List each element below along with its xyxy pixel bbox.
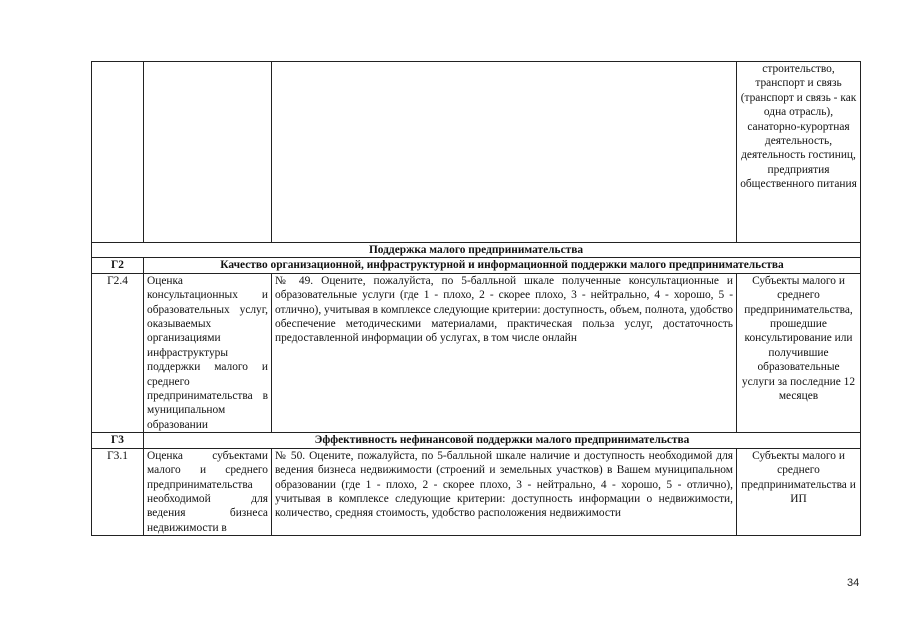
table-row: [92, 448, 861, 535]
row-respondents: Субъекты малого и среднего предпринимательства, прошедшие консультирование или получившие образовательные услуги за последние 12 месяцев: [737, 273, 861, 432]
group-title: Эффективность нефинансовой поддержки малого предпринимательства: [144, 433, 861, 448]
continuation-row: [92, 62, 861, 243]
row-code: Г2.4: [92, 273, 144, 432]
group-header-row: [92, 433, 861, 448]
row-question: № 49. Оцените, пожалуйста, по 5-балльной шкале полученные консультационные и образовательные услуги (где 1 - плохо, 2 - скорее плохо, 3 - нейтрально, 4 - хорошо, 5 - отлично), учитывая в комплексе следующие критерии: доступность, объем, полнота, удобство обеспечение методическими материалами, практическая польза услуг, достаточность предоставленной информации об услугах, в том числе онлайн: [272, 273, 737, 432]
group-code: Г2: [92, 258, 144, 273]
continuation-code-cell: [92, 62, 144, 243]
row-respondents: Субъекты малого и среднего предпринимательства и ИП: [737, 448, 861, 535]
section-row: [92, 243, 861, 258]
row-indicator: Оценка консультационных и образовательных услуг, оказываемых организациями инфраструктуры поддержки малого и среднего предпринимательства в муниципальном образовании: [144, 273, 272, 432]
group-code: Г3: [92, 433, 144, 448]
row-code: Г3.1: [92, 448, 144, 535]
table-row: [92, 273, 861, 432]
row-indicator: Оценка субъектами малого и среднего предпринимательства необходимой для ведения бизнеса недвижимости в: [144, 448, 272, 535]
row-question: № 50. Оцените, пожалуйста, по 5-балльной шкале наличие и доступность необходимой для ведения бизнеса недвижимости (строений и земельных участков) в Вашем муниципальном образовании (где 1 - плохо, 2 - скорее плохо, 3 - нейтрально, 4 - хорошо, 5 - отлично), учитывая в комплексе следующие критерии: доступность информации о недвижимости, количество, средняя стоимость, удобство расположения недвижимости: [272, 448, 737, 535]
indicators-table: [91, 61, 861, 536]
group-header-row: [92, 258, 861, 273]
continuation-indicator-cell: [144, 62, 272, 243]
section-title: Поддержка малого предпринимательства: [92, 243, 861, 258]
group-title: Качество организационной, инфраструктурной и информационной поддержки малого предпринимательства: [144, 258, 861, 273]
continuation-question-cell: [272, 62, 737, 243]
continuation-respondents-cell: [737, 62, 861, 243]
page-number: 34: [847, 577, 860, 589]
continuation-respondents-text: строительство, транспорт и связь (транспорт и связь - как одна отрасль), санаторно-курортная деятельность, деятельность гостиниц, предприятия общественного питания: [740, 63, 857, 191]
